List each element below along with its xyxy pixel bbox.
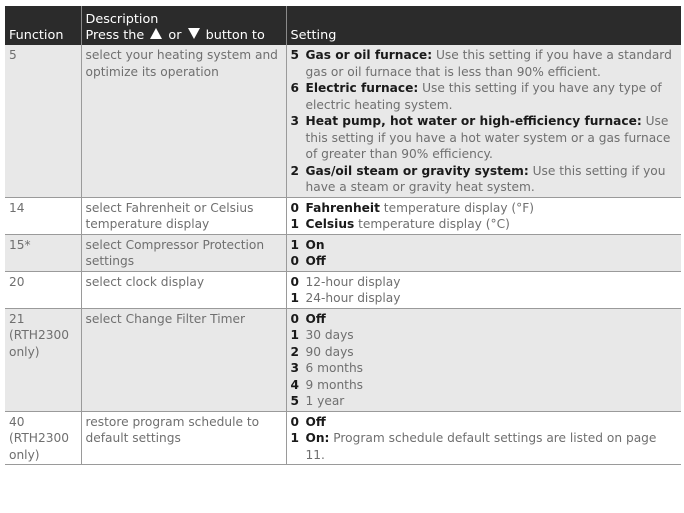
option-number: 0 [290, 254, 299, 268]
header-description-instruction: Press the or button to [85, 28, 265, 43]
setting-option [291, 163, 679, 196]
table-row [5, 271, 681, 308]
function-cell: 15* [5, 234, 81, 271]
table-row [5, 234, 681, 271]
option-number: 0 [290, 200, 299, 215]
function-cell: 5 [5, 45, 81, 197]
setting-option [291, 253, 679, 270]
option-text [306, 311, 679, 328]
option-text [306, 344, 679, 361]
option-description: 30 days [305, 328, 354, 342]
option-text [306, 113, 679, 163]
setting-option [291, 377, 679, 394]
option-number: 6 [290, 81, 299, 95]
setting-option [291, 311, 679, 328]
table-row [5, 411, 681, 465]
option-text [306, 253, 679, 270]
settings-table-container [5, 6, 681, 465]
setting-option [291, 393, 679, 410]
option-description: 6 months [305, 361, 364, 375]
option-number: 0 [290, 414, 299, 429]
setting-option [291, 237, 679, 254]
option-label: Celsius [305, 217, 355, 231]
option-number: 1 [290, 217, 299, 231]
description-cell: restore program schedule to default settings [81, 411, 286, 465]
setting-cell [286, 197, 681, 234]
option-label: Off [305, 254, 326, 268]
option-label: Fahrenheit [305, 200, 380, 215]
description-cell: select Compressor Protection settings [81, 234, 286, 271]
setting-cell [286, 308, 681, 411]
option-label: Electric furnace: [305, 81, 419, 95]
option-number: 2 [290, 344, 299, 359]
option-description: Program schedule default settings are listed on page 11. [305, 431, 657, 462]
option-number: 5 [290, 394, 299, 408]
setting-option [291, 47, 679, 80]
function-cell: 40 (RTH2300 only) [5, 411, 81, 465]
option-description: temperature display (°F) [379, 200, 535, 215]
description-cell: select Fahrenheit or Celsius temperature display [81, 197, 286, 234]
option-text [306, 430, 679, 463]
option-number: 3 [290, 361, 299, 375]
table-row [5, 308, 681, 411]
header-description [81, 6, 286, 45]
setting-option [291, 113, 679, 163]
table-row [5, 45, 681, 197]
setting-option [291, 360, 679, 377]
header-function: Function [5, 6, 81, 45]
function-cell: 14 [5, 197, 81, 234]
header-setting: Setting [286, 6, 681, 45]
option-description: Use this setting if you have any type of electric heating system. [305, 81, 662, 112]
option-number: 4 [290, 377, 299, 392]
setting-cell [286, 45, 681, 197]
option-text [306, 393, 679, 410]
option-number: 1 [290, 291, 299, 305]
option-text [306, 327, 679, 344]
option-description: Use this setting if you have a hot water system or a gas furnace of greater than 90% efficiency. [305, 114, 671, 161]
header-description-title: Description [85, 12, 159, 27]
option-text [306, 200, 679, 217]
option-label: On: [305, 431, 330, 445]
option-description: Use this setting if you have a standard gas or oil furnace that is less than 90% efficient. [305, 48, 672, 79]
setting-cell [286, 411, 681, 465]
option-description: 24-hour display [305, 291, 401, 305]
option-description: 9 months [305, 377, 364, 392]
option-label: On [305, 237, 325, 252]
option-text [306, 377, 679, 394]
option-description: 12-hour display [305, 274, 401, 289]
description-cell: select clock display [81, 271, 286, 308]
option-label: Off [305, 311, 326, 326]
option-label: Gas or oil furnace: [305, 48, 433, 62]
setting-option [291, 200, 679, 217]
option-text [306, 80, 679, 113]
down-arrow-icon [188, 28, 200, 39]
setting-option [291, 80, 679, 113]
option-text [306, 47, 679, 80]
setting-option [291, 327, 679, 344]
option-number: 3 [290, 114, 299, 128]
option-description: temperature display (°C) [354, 217, 510, 231]
option-label: Gas/oil steam or gravity system: [305, 163, 529, 178]
option-number: 0 [290, 274, 299, 289]
description-cell: select Change Filter Timer [81, 308, 286, 411]
function-cell: 21 (RTH2300 only) [5, 308, 81, 411]
option-text [306, 360, 679, 377]
setting-option [291, 414, 679, 431]
option-text [306, 216, 679, 233]
option-text [306, 274, 679, 291]
option-description: 1 year [305, 394, 345, 408]
option-description: 90 days [305, 344, 354, 359]
option-number: 1 [290, 237, 299, 252]
table-header-row [5, 6, 681, 45]
description-cell: select your heating system and optimize its operation [81, 45, 286, 197]
option-number: 0 [290, 311, 299, 326]
option-number: 1 [290, 328, 299, 342]
table-row [5, 197, 681, 234]
option-text [306, 163, 679, 196]
option-label: Heat pump, hot water or high-efficiency furnace: [305, 114, 642, 128]
setting-option [291, 274, 679, 291]
function-settings-table [5, 6, 681, 465]
setting-option [291, 430, 679, 463]
setting-cell [286, 234, 681, 271]
option-text [306, 237, 679, 254]
setting-option [291, 344, 679, 361]
option-text [306, 414, 679, 431]
table-body [5, 45, 681, 465]
setting-option [291, 290, 679, 307]
up-arrow-icon [150, 28, 162, 39]
option-description: Use this setting if you have a steam or gravity heat system. [305, 163, 666, 194]
option-text [306, 290, 679, 307]
function-cell: 20 [5, 271, 81, 308]
option-label: Off [305, 414, 326, 429]
setting-cell [286, 271, 681, 308]
option-number: 1 [290, 431, 299, 445]
setting-option [291, 216, 679, 233]
option-number: 2 [290, 163, 299, 178]
option-number: 5 [290, 48, 299, 62]
